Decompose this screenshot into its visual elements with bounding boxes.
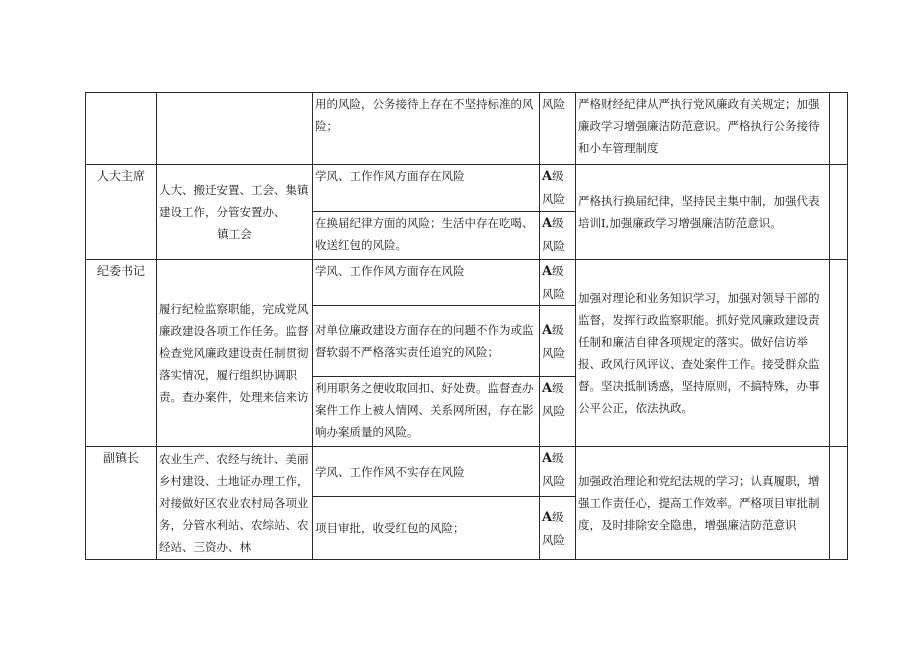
risk-level: 级风险 <box>542 264 565 301</box>
remark-cell <box>830 93 848 165</box>
measure-text: 严格财经纪律从严执行党风廉政有关规定；加强廉政学习增强廉洁防范意识。严格执行公务接待和小车管理制度 <box>578 97 820 155</box>
role-cell <box>86 447 157 560</box>
level-cell <box>540 212 576 260</box>
risk-text: 用的风险，公务接待上存在不坚持标准的风险； <box>315 97 534 133</box>
risk-text: 对单位廉政建设方面存在的问题不作为或监督软弱不严格落实责任追究的风险； <box>315 323 534 359</box>
risk-cell <box>313 497 540 560</box>
risk-text: 学风、工作作风不实存在风险 <box>315 464 465 479</box>
measure-cell <box>576 93 830 165</box>
risk-text: 在换届纪律方面的风险；生活中存在吃喝、收送红包的风险。 <box>315 216 534 252</box>
risk-level: 级风险 <box>542 322 565 360</box>
risk-cell <box>313 93 540 165</box>
risk-level-letter: A <box>542 451 553 466</box>
level-cell <box>540 165 576 212</box>
duty-cell <box>157 260 313 447</box>
measure-cell <box>576 447 830 560</box>
risk-text: 利用职务之便收取回扣、好处费。监督查办案件工作上被人情网、关系网所困，存在影响办案质量的风险。 <box>315 381 534 439</box>
remark-cell <box>830 260 848 447</box>
duty-text: 农业生产、农经与统计、美丽乡村建设、土地证办理工作，对接做好区农业农村局各项业务，分管水利站、农综站、农经站、三资办、林 <box>159 452 309 554</box>
risk-table <box>85 92 848 560</box>
risk-level-letter: A <box>542 322 553 338</box>
table-row <box>86 447 848 497</box>
measure-cell <box>576 165 830 260</box>
duty-cell <box>157 93 313 165</box>
level-cell <box>540 497 576 560</box>
level-cell <box>540 306 576 377</box>
risk-text: 学风、工作作风方面存在风险 <box>315 169 465 183</box>
risk-cell <box>313 377 540 447</box>
risk-text: 学风、工作作风方面存在风险 <box>315 264 465 278</box>
remark-cell <box>830 165 848 260</box>
role-cell <box>86 165 157 260</box>
level-cell <box>540 447 576 497</box>
role-name: 纪委书记 <box>96 264 145 278</box>
measure-text: 加强政治理论和党纪法规的学习；认真履职，增强工作责任心，提高工作效率。严格项目审批制度，及时排除安全隐患，增强廉洁防范意识 <box>578 474 820 532</box>
role-name: 副镇长 <box>102 451 139 465</box>
duty-text: 履行纪检监察职能，完成党风廉政建设各项工作任务。监督检查党风廉政建设责任制贯彻落实情况，履行组织协调职责。查办案件，处理来信来访 <box>159 302 309 404</box>
table-row <box>86 165 848 212</box>
measure-text: 加强对理论和业务知识学习，加强对领导干部的监督，发挥行政监察职能。抓好党风廉政建设责任制和廉洁自律各项规定的落实。做好信访举报、政风行风评议、查处案件工作。接受群众监督。坚决抵制诱惑，坚持原则，不搞特殊，办事公平公正，依法执政。 <box>578 291 820 415</box>
risk-level-letter: A <box>542 264 553 279</box>
risk-cell <box>313 212 540 260</box>
risk-level: 级风险 <box>542 381 565 418</box>
measure-cell <box>576 260 830 447</box>
risk-level: 风险 <box>542 97 565 111</box>
risk-level-letter: A <box>542 216 553 231</box>
level-cell <box>540 260 576 306</box>
risk-text: 项目审批，收受红包的风险； <box>315 521 465 535</box>
table-row <box>86 93 848 165</box>
risk-cell <box>313 306 540 377</box>
risk-level: 级风险 <box>542 216 565 253</box>
duty-cell <box>157 447 313 560</box>
risk-cell <box>313 447 540 497</box>
risk-level: 级风险 <box>542 169 565 206</box>
table-row <box>86 260 848 306</box>
duty-text: 镇工会 <box>217 227 252 241</box>
risk-level: 级风险 <box>542 451 565 488</box>
risk-level-letter: A <box>542 509 553 525</box>
role-name: 人大主席 <box>96 169 145 183</box>
level-cell <box>540 93 576 165</box>
duty-cell <box>157 165 313 260</box>
risk-level-letter: A <box>542 381 553 396</box>
risk-level: 级风险 <box>542 509 565 547</box>
role-cell <box>86 260 157 447</box>
measure-text: 严格执行换届纪律，坚持民主集中制，加强代表培训I,加强廉政学习增强廉洁防范意识。 <box>578 194 820 230</box>
risk-cell <box>313 165 540 212</box>
level-cell <box>540 377 576 447</box>
role-cell <box>86 93 157 165</box>
duty-text: 人大、搬迁安置、工会、集镇建设工作，分管安置办、 <box>159 183 309 219</box>
risk-level-letter: A <box>542 169 553 184</box>
remark-cell <box>830 447 848 560</box>
risk-cell <box>313 260 540 306</box>
